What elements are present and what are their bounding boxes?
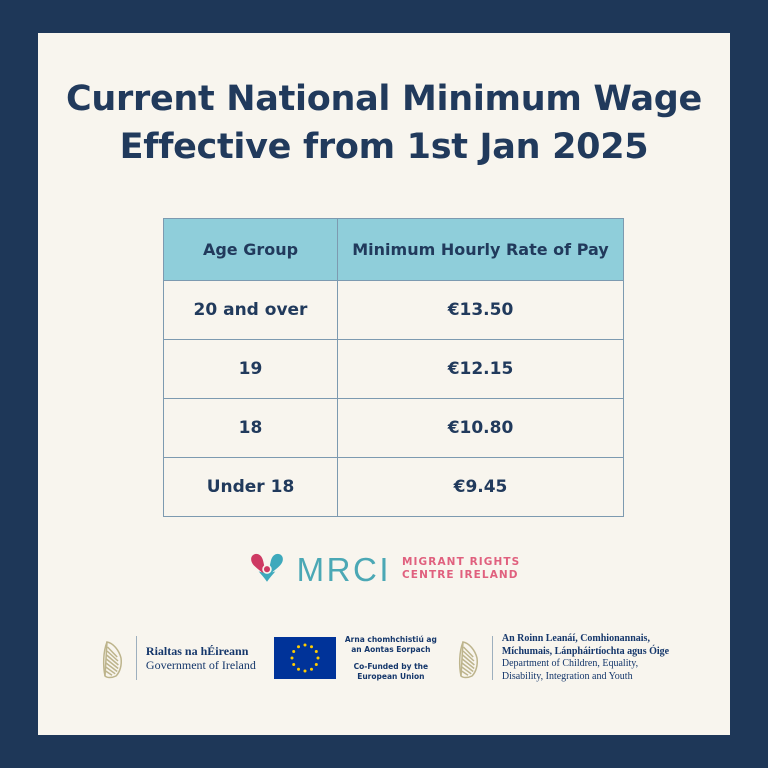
divider (136, 636, 137, 680)
department-of-children-logo (455, 633, 669, 683)
european-union-text (345, 635, 437, 682)
mrci-tagline-line-2: CENTRE IRELAND (402, 569, 519, 581)
irish-harp-icon (99, 636, 127, 680)
eu-flag-icon (274, 637, 336, 679)
mrci-logo (38, 552, 730, 586)
eu-english-line-1: Co-Funded by the (353, 661, 429, 671)
department-english-line-2: Disability, Integration and Youth (501, 670, 633, 682)
mrci-tagline-line-1: MIGRANT RIGHTS (402, 556, 521, 568)
cell-hourly-rate: €12.15 (338, 340, 624, 399)
european-union-logo (274, 635, 437, 682)
table-row (164, 340, 624, 399)
cell-age-group: 18 (164, 399, 338, 458)
department-english-line-1: Department of Children, Equality, (501, 658, 639, 669)
cell-age-group: 19 (164, 340, 338, 399)
page-title (38, 75, 730, 171)
divider (492, 636, 493, 680)
cell-age-group: Under 18 (164, 458, 338, 517)
eu-irish-line-1: Arna chomhchistiú ag (344, 634, 437, 644)
government-english-name: Government of Ireland (145, 658, 256, 672)
minimum-wage-table (163, 218, 624, 517)
mrci-tagline (402, 556, 520, 582)
table-row (164, 458, 624, 517)
table-header-row (164, 219, 624, 281)
title-line-2: Effective from 1st Jan 2025 (119, 127, 649, 167)
mrci-wordmark: MRCI (296, 550, 391, 588)
department-of-children-text (502, 633, 669, 683)
cell-age-group: 20 and over (164, 281, 338, 340)
title-line-1: Current National Minimum Wage (66, 79, 702, 119)
table-row (164, 399, 624, 458)
irish-harp-icon (455, 636, 483, 680)
eu-irish-line-2: an Aontas Eorpach (351, 644, 431, 654)
cell-hourly-rate: €13.50 (338, 281, 624, 340)
table-row (164, 281, 624, 340)
cell-hourly-rate: €10.80 (338, 399, 624, 458)
department-irish-line-1: An Roinn Leanáí, Comhionannais, (501, 633, 650, 644)
department-irish-line-2: Míchumais, Lánpháirtíochta agus Óige (501, 645, 670, 657)
eu-english-line-2: European Union (357, 671, 425, 681)
funder-logo-strip (38, 633, 730, 683)
government-of-ireland-text (146, 644, 256, 672)
government-of-ireland-logo (99, 636, 256, 680)
column-header-hourly-rate: Minimum Hourly Rate of Pay (338, 219, 624, 281)
spacer (345, 655, 437, 662)
poster-inner-panel (38, 33, 730, 735)
column-header-age-group: Age Group (164, 219, 338, 281)
cell-hourly-rate: €9.45 (338, 458, 624, 517)
mrci-heart-figures-icon (248, 552, 286, 586)
government-irish-name: Rialtas na hÉireann (145, 644, 249, 658)
